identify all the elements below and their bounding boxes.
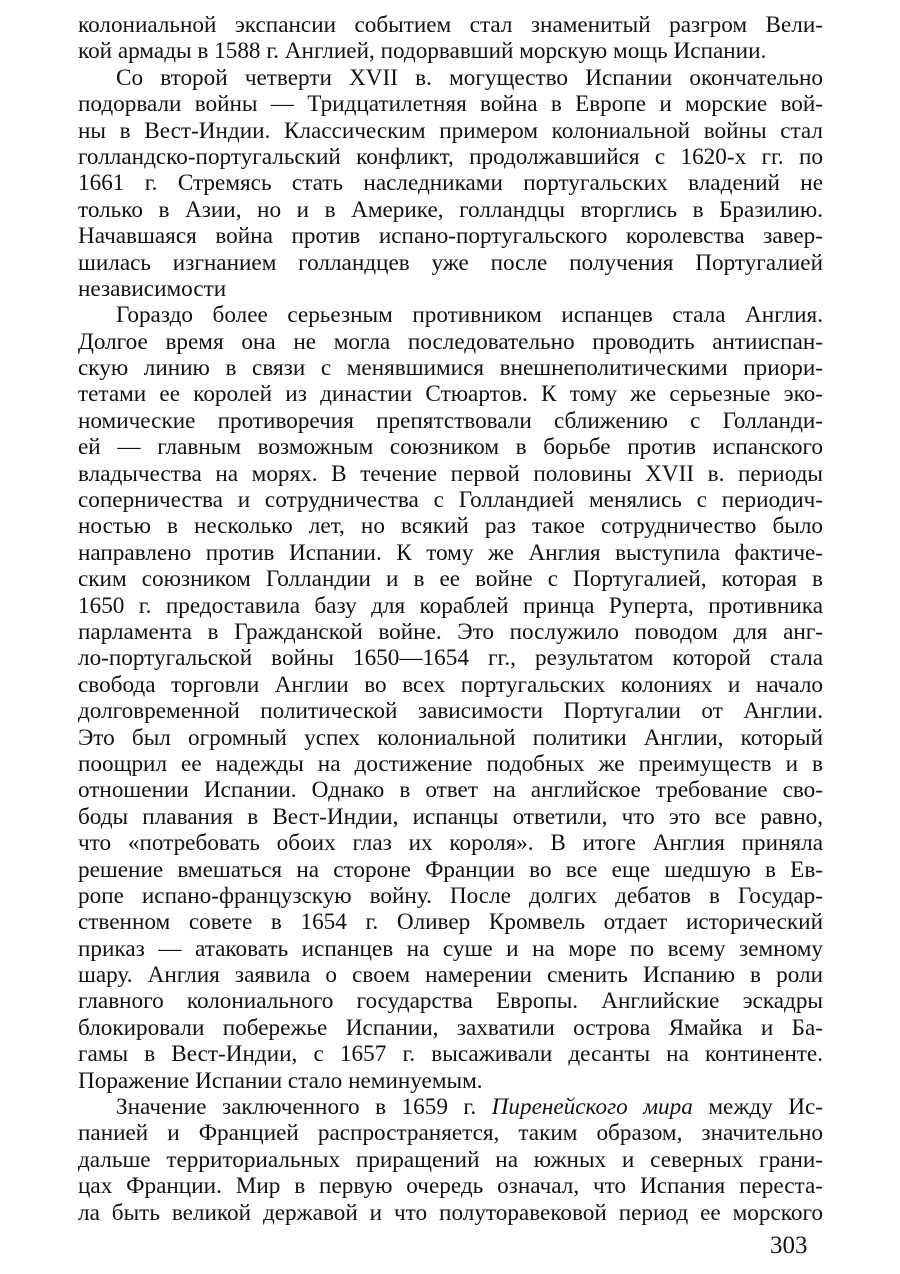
text-line: поощрил ее надежды на достижение подобных же преимуществ и в <box>78 750 823 777</box>
text-line: дальше территориальных приращений на южных и северных грани- <box>78 1146 823 1173</box>
text-run: Значение заключенного в 1659 г. <box>116 1094 492 1121</box>
text-line: приказ — атаковать испанцев на суше и на море по всему земному <box>78 935 823 962</box>
text-line: ропе испано-французскую войну. После долгих дебатов в Государ- <box>78 882 823 909</box>
text-line: Начавшаяся война против испано-португальского королевства завер- <box>78 223 823 250</box>
text-line: шилась изгнанием голландцев уже после получения Португалией <box>78 249 823 276</box>
text-line: колониальной экспансии событием стал знаменитый разгром Вели- <box>78 12 823 38</box>
text-line: голландско-португальский конфликт, продолжавшийся с 1620-х гг. по <box>78 143 823 170</box>
text-line: Это был огромный успех колониальной политики Англии, который <box>78 724 823 751</box>
text-line <box>78 1094 823 1120</box>
text-line: ны в Вест-Индии. Классическим примером колониальной войны стал <box>78 117 823 144</box>
page-text-column <box>78 12 823 1226</box>
text-line: решение вмешаться на стороне Франции во все еще шедшую в Ев- <box>78 856 823 883</box>
text-line: подорвали войны — Тридцатилетняя война в Европе и морские вой- <box>78 91 823 118</box>
text-line: Поражение Испании стало неминуемым. <box>78 1067 483 1094</box>
paragraph <box>78 65 823 303</box>
text-line: цах Франции. Мир в первую очередь означал, что Испания переста- <box>78 1173 823 1200</box>
text-line: независимости <box>78 275 227 302</box>
paragraph <box>78 1094 823 1226</box>
text-line: Гораздо более серьезным противником испанцев стала Англия. <box>116 302 823 329</box>
page-number: 303 <box>770 1232 808 1259</box>
text-line: скую линию в связи с менявшимися внешнеполитическими приори- <box>78 355 823 382</box>
text-line: блокировали побережье Испании, захватили острова Ямайка и Ба- <box>78 1014 823 1041</box>
text-line: ственном совете в 1654 г. Оливер Кромвель отдает исторический <box>78 909 823 936</box>
text-line: кой армады в 1588 г. Англией, подорвавший морскую мощь Испании. <box>78 38 767 65</box>
text-line: Долгое время она не могла последовательно проводить антииспан- <box>78 328 823 355</box>
text-line: 1650 г. предоставила базу для кораблей принца Руперта, противника <box>78 592 823 619</box>
text-line: ей — главным возможным союзником в борьбе против испанского <box>78 434 823 461</box>
text-line: свобода торговли Англии во всех португальских колониях и начало <box>78 671 823 698</box>
text-line: направлено против Испании. К тому же Англия выступила фактиче- <box>78 539 823 566</box>
italic-term: Пиренейского мира <box>491 1094 693 1121</box>
text-line: ло-португальской войны 1650—1654 гг., результатом которой стала <box>78 645 823 672</box>
text-line: 1661 г. Стремясь стать наследниками португальских владений не <box>78 170 823 197</box>
text-line: шару. Англия заявила о своем намерении сменить Испанию в роли <box>78 962 823 989</box>
text-line: соперничества и сотрудничества с Голландией менялись с периодич- <box>78 487 823 514</box>
text-line: ла быть великой державой и что полуторавековой период ее морского <box>78 1199 823 1226</box>
text-line: что «потребовать обоих глаз их короля». В итоге Англия приняла <box>78 830 823 857</box>
text-line: долговременной политической зависимости Португалии от Англии. <box>78 698 823 725</box>
text-line: номические противоречия препятствовали сближению с Голланди- <box>78 407 823 434</box>
text-line: ностью в несколько лет, но всякий раз такое сотрудничество было <box>78 513 823 540</box>
text-line: тетами ее королей из династии Стюартов. К тому же серьезные эко- <box>78 381 823 408</box>
text-line: парламента в Гражданской войне. Это послужило поводом для анг- <box>78 618 823 645</box>
text-line: владычества на морях. В течение первой половины XVII в. периоды <box>78 460 823 487</box>
paragraph <box>78 12 823 65</box>
text-line: только в Азии, но и в Америке, голландцы вторглись в Бразилию. <box>78 196 823 223</box>
text-line: главного колониального государства Европы. Английские эскадры <box>78 988 823 1015</box>
text-line: гамы в Вест-Индии, с 1657 г. высаживали десанты на континенте. <box>78 1041 823 1068</box>
text-run: между Ис- <box>692 1094 823 1121</box>
text-line: боды плавания в Вест-Индии, испанцы ответили, что это все равно, <box>78 803 823 830</box>
text-line: отношении Испании. Однако в ответ на английское требование сво- <box>78 777 823 804</box>
text-line: ским союзником Голландии и в ее войне с Португалией, которая в <box>78 566 823 593</box>
paragraph <box>78 302 823 1094</box>
text-line: панией и Францией распространяется, таким образом, значительно <box>78 1120 823 1147</box>
text-line: Со второй четверти XVII в. могущество Испании окончательно <box>116 64 823 91</box>
